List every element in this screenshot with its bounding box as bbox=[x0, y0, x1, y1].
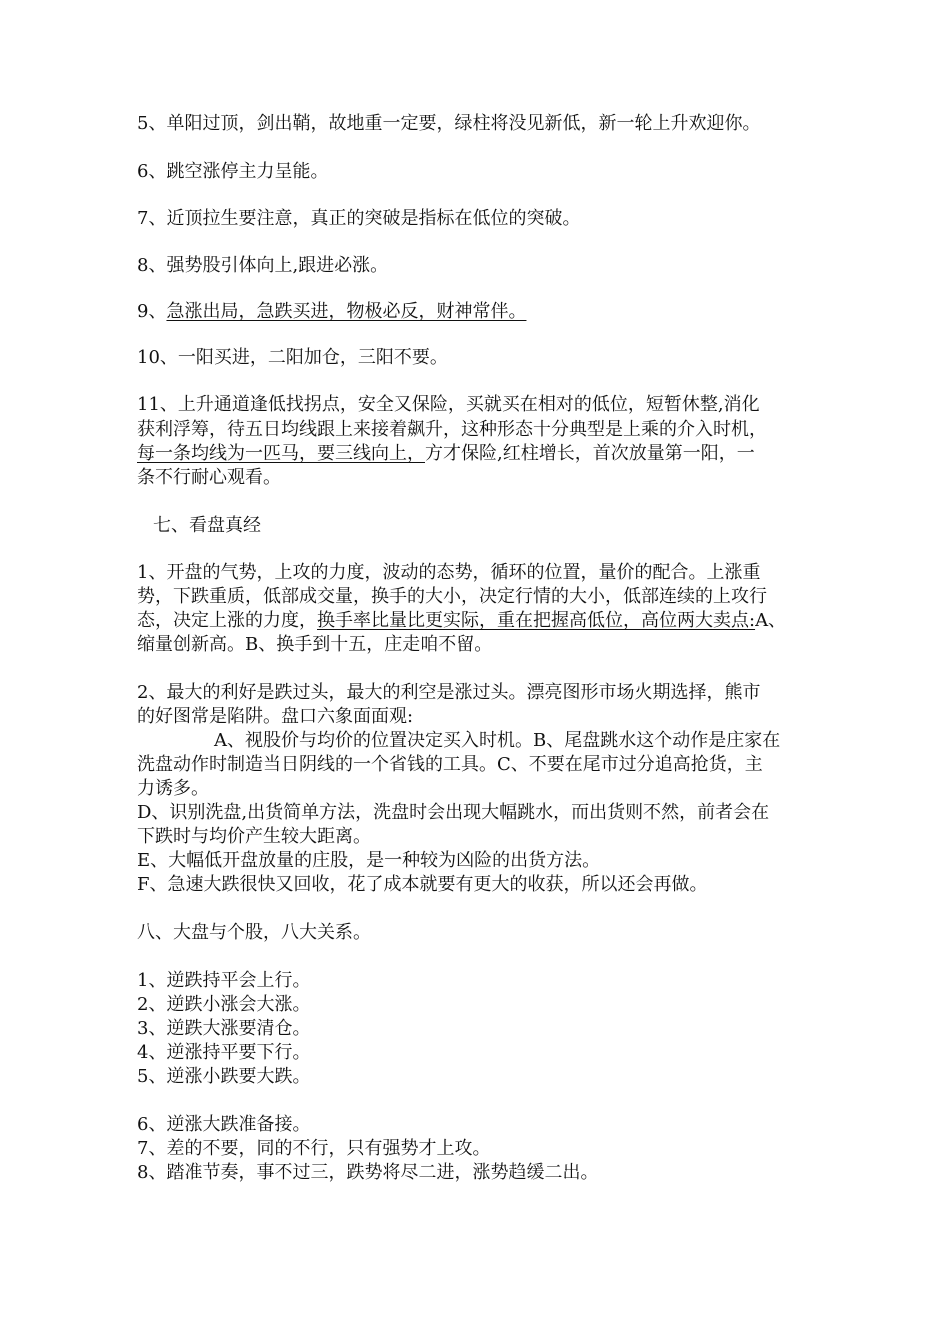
s7-para-2-line-6: D、识别洗盘,出货简单方法，洗盘时会出现大幅跳水，而出货则不然，前者会在 bbox=[137, 802, 770, 823]
relation-item: 8、踏准节奏，事不过三，跌势将尽二进，涨势趋缓二出。 bbox=[137, 1162, 599, 1183]
paragraph-rule-9 bbox=[137, 300, 827, 324]
paragraph-rule-11-line-3 bbox=[137, 442, 827, 466]
relation-item: 6、逆涨大跌准备接。 bbox=[137, 1114, 311, 1135]
underlined-text: 每一条均线为一匹马，要三线向上， bbox=[137, 443, 425, 464]
paragraph-rule-11-line-4: 条不行耐心观看。 bbox=[137, 467, 281, 488]
paragraph-rule-6: 6、跳空涨停主力呈能。 bbox=[137, 161, 329, 182]
relation-item: 1、逆跌持平会上行。 bbox=[137, 970, 311, 991]
s7-para-2-line-4: 洗盘动作时制造当日阴线的一个省钱的工具。C、不要在尾市过分追高抢货，主 bbox=[137, 754, 763, 775]
relation-item: 7、差的不要，同的不行，只有强势才上攻。 bbox=[137, 1138, 491, 1159]
s7-para-2-line-3: A、视股价与均价的位置决定买入时机。B、尾盘跳水这个动作是庄家在 bbox=[214, 730, 781, 751]
s7-para-2-line-5: 力诱多。 bbox=[137, 778, 209, 799]
rule-number: 9、 bbox=[137, 301, 167, 322]
underlined-text: 急涨出局，急跌买进，物极必反，财神常伴。 bbox=[166, 301, 527, 322]
text-segment: 态，决定上涨的力度， bbox=[137, 610, 317, 631]
text-segment: 方才保险,红柱增长，首次放量第一阳，一 bbox=[425, 443, 755, 464]
paragraph-rule-7: 7、近顶拉生要注意，真正的突破是指标在低位的突破。 bbox=[137, 208, 581, 229]
underlined-text: 换手率比量比更实际，重在把握高低位，高位两大卖点: bbox=[317, 610, 756, 631]
paragraph-rule-5: 5、单阳过顶，剑出鞘，故地重一定要，绿柱将没见新低，新一轮上升欢迎你。 bbox=[137, 113, 761, 134]
paragraph-rule-11-line-2: 获利浮筹，待五日均线跟上来接着飙升，这种形态十分典型是上乘的介入时机， bbox=[137, 419, 767, 440]
s7-para-2-line-2: 的好图常是陷阱。盘口六象面面观: bbox=[137, 706, 414, 727]
relation-item: 2、逆跌小涨会大涨。 bbox=[137, 994, 311, 1015]
paragraph-rule-11-line-1: 11、上升通道逢低找拐点，安全又保险，买就买在相对的低位，短暂休整,消化 bbox=[137, 394, 760, 415]
paragraph-rule-8: 8、强势股引体向上,跟进必涨。 bbox=[137, 255, 389, 276]
relation-item: 5、逆涨小跌要大跌。 bbox=[137, 1066, 311, 1087]
relation-item: 3、逆跌大涨要清仓。 bbox=[137, 1018, 311, 1039]
s7-para-2-line-8: E、大幅低开盘放量的庄股，是一种较为凶险的出货方法。 bbox=[137, 850, 601, 871]
s7-para-1-line-4: 缩量创新高。B、换手到十五，庄走咱不留。 bbox=[137, 634, 493, 655]
s7-para-2-line-1: 2、最大的利好是跌过头，最大的利空是涨过头。漂亮图形市场火期选择，熊市 bbox=[137, 682, 761, 703]
relation-item: 4、逆涨持平要下行。 bbox=[137, 1042, 311, 1063]
s7-para-2-line-7: 下跌时与均价产生较大距离。 bbox=[137, 826, 371, 847]
paragraph-rule-10: 10、一阳买进，二阳加仓，三阳不要。 bbox=[137, 347, 448, 368]
section-heading-7: 七、看盘真经 bbox=[153, 515, 261, 536]
s7-para-2-line-9: F、急速大跌很快又回收，花了成本就要有更大的收获，所以还会再做。 bbox=[137, 874, 708, 895]
s7-para-1-line-2: 势，下跌重质，低部成交量，换手的大小，决定行情的大小，低部连续的上攻行 bbox=[137, 586, 767, 607]
text-segment: A、 bbox=[755, 610, 787, 631]
s7-para-1-line-1: 1、开盘的气势，上攻的力度，波动的态势，循环的位置，量价的配合。上涨重 bbox=[137, 562, 761, 583]
section-heading-8: 八、大盘与个股，八大关系。 bbox=[137, 922, 371, 943]
s7-para-1-line-3 bbox=[137, 609, 827, 633]
